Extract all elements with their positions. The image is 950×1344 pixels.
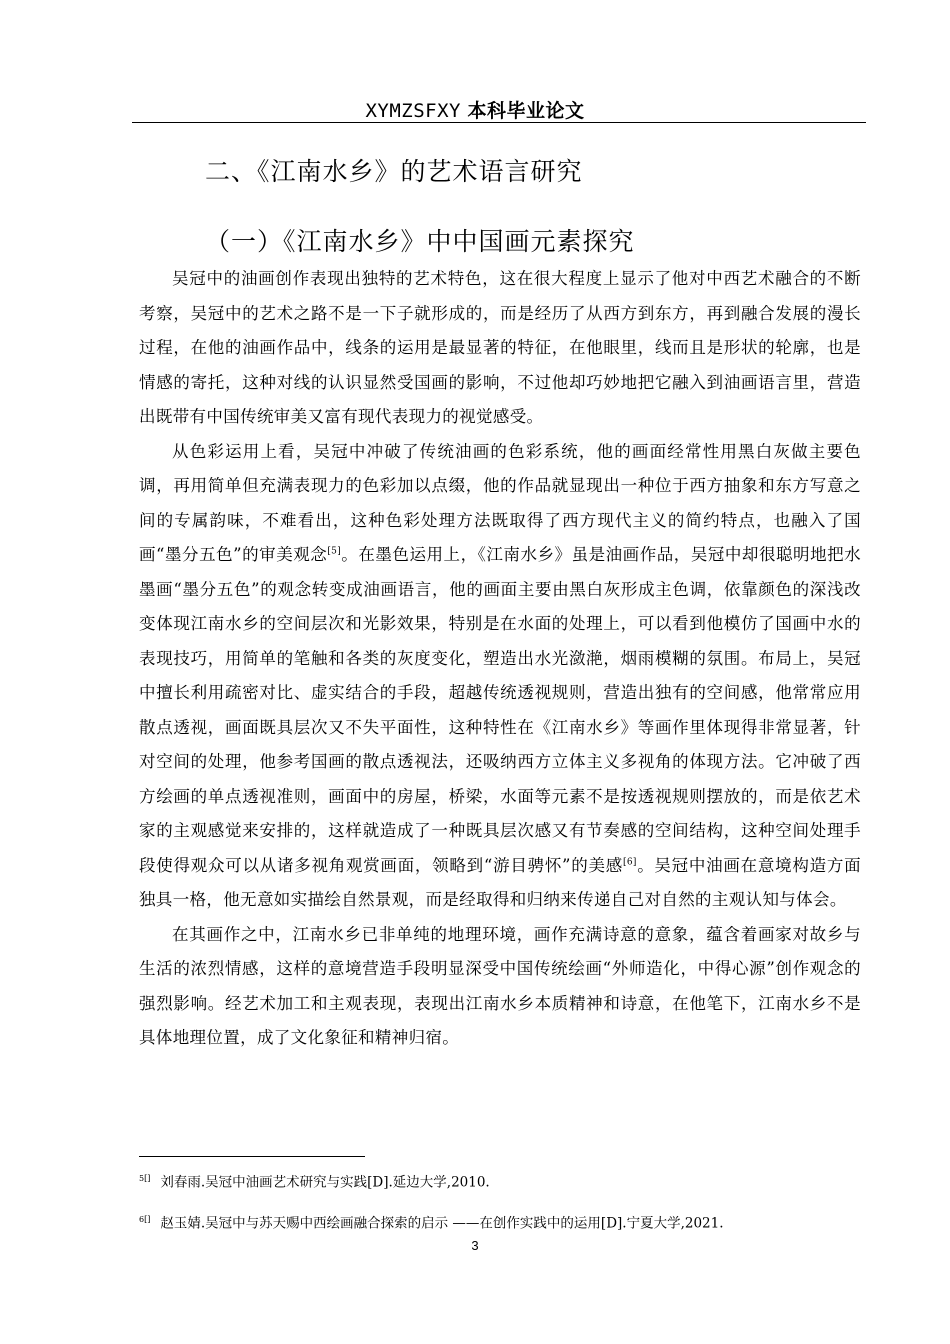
paragraph-3: 在其画作之中，江南水乡已非单纯的地理环境，画作充满诗意的意象，蕴含着画家对故乡与生活的浓烈情感，这样的意境营造手段明显深受中国传统绘画“外师造化，中得心源”创作观念的强烈影响。经艺术加工和主观表现，表现出江南水乡本质精神和诗意，在他笔下，江南水乡不是具体地理位置，成了文化象征和精神归宿。 <box>139 924 861 1047</box>
footnote-separator <box>139 1156 365 1157</box>
page-number: 3 <box>471 1238 479 1253</box>
paragraph-2-part-a: 从色彩运用上看，吴冠中冲破了传统油画的色彩系统，他的画面经常性用黑白灰做主要色调，再用简单但充满表现力的色彩加以点缀，他的作品就显现出一种位于西方抽象和东方写意之间的专属韵味，不难看出，这种色彩处理方法既取得了西方现代主义的简约特点，也融入了国画“墨分五色”的审美观念 <box>139 441 861 564</box>
header-code: XYMZSFXY <box>365 100 461 122</box>
page-header <box>0 96 950 123</box>
section-title: 二、《江南水乡》的艺术语言研究 <box>205 157 583 186</box>
subsection-title: （一）《江南水乡》中中国画元素探究 <box>205 227 635 256</box>
header-rule <box>132 122 866 123</box>
footnote-mark: 5[] <box>139 1174 151 1183</box>
footnote-text: 赵玉婧.吴冠中与苏天赐中西绘画融合探索的启示 ——在创作实践中的运用[D].宁夏大学,2021. <box>160 1215 724 1232</box>
footnote-mark: 6[] <box>139 1215 151 1224</box>
body-text <box>139 262 861 1056</box>
header-label: 本科毕业论文 <box>467 100 585 122</box>
citation-5: [5] <box>327 546 342 557</box>
citation-6: [6] <box>622 857 637 867</box>
paragraph-2-part-c: 。吴冠中油画在意境构造方面独具一格，他无意如实描绘自然景观，而是经取得和归纳来传递自己对自然的主观认知与体会。 <box>139 855 861 909</box>
footnote-6 <box>139 1211 861 1233</box>
footnote-5 <box>139 1170 861 1192</box>
footnote-text: 刘春雨.吴冠中油画艺术研究与实践[D].延边大学,2010. <box>160 1174 490 1191</box>
paragraph-2 <box>139 435 861 918</box>
paragraph-2-part-b: 。在墨色运用上，《江南水乡》虽是油画作品，吴冠中却很聪明地把水墨画“墨分五色”的观念转变成油画语言，他的画面主要由黑白灰形成主色调，依靠颜色的深浅改变体现江南水乡的空间层次和光影效果，特别是在水面的处理上，可以看到他模仿了国画中水的表现技巧，用简单的笔触和各类的灰度变化，塑造出水光潋滟，烟雨模糊的氛围。布局上，吴冠中擅长利用疏密对比、虚实结合的手段，超越传统透视规则，营造出独有的空间感，他常常应用散点透视，画面既具层次又不失平面性，这种特性在《江南水乡》等画作里体现得非常显著，针对空间的处理，他参考国画的散点透视法，还吸纳西方立体主义多视角的体现方法。它冲破了西方绘画的单点透视准则，画面中的房屋，桥梁，水面等元素不是按透视规则摆放的，而是依艺术家的主观感觉来安排的，这样就造成了一种既具层次感又有节奏感的空间结构，这种空间处理手段使得观众可以从诸多视角观赏画面，领略到“游目骋怀”的美感 <box>139 545 861 875</box>
paragraph-1: 吴冠中的油画创作表现出独特的艺术特色，这在很大程度上显示了他对中西艺术融合的不断考察，吴冠中的艺术之路不是一下子就形成的，而是经历了从西方到东方，再到融合发展的漫长过程，在他的油画作品中，线条的运用是最显著的特征，在他眼里，线而且是形状的轮廓，也是情感的寄托，这种对线的认识显然受国画的影响，不过他却巧妙地把它融入到油画语言里，营造出既带有中国传统审美又富有现代表现力的视觉感受。 <box>139 269 861 426</box>
